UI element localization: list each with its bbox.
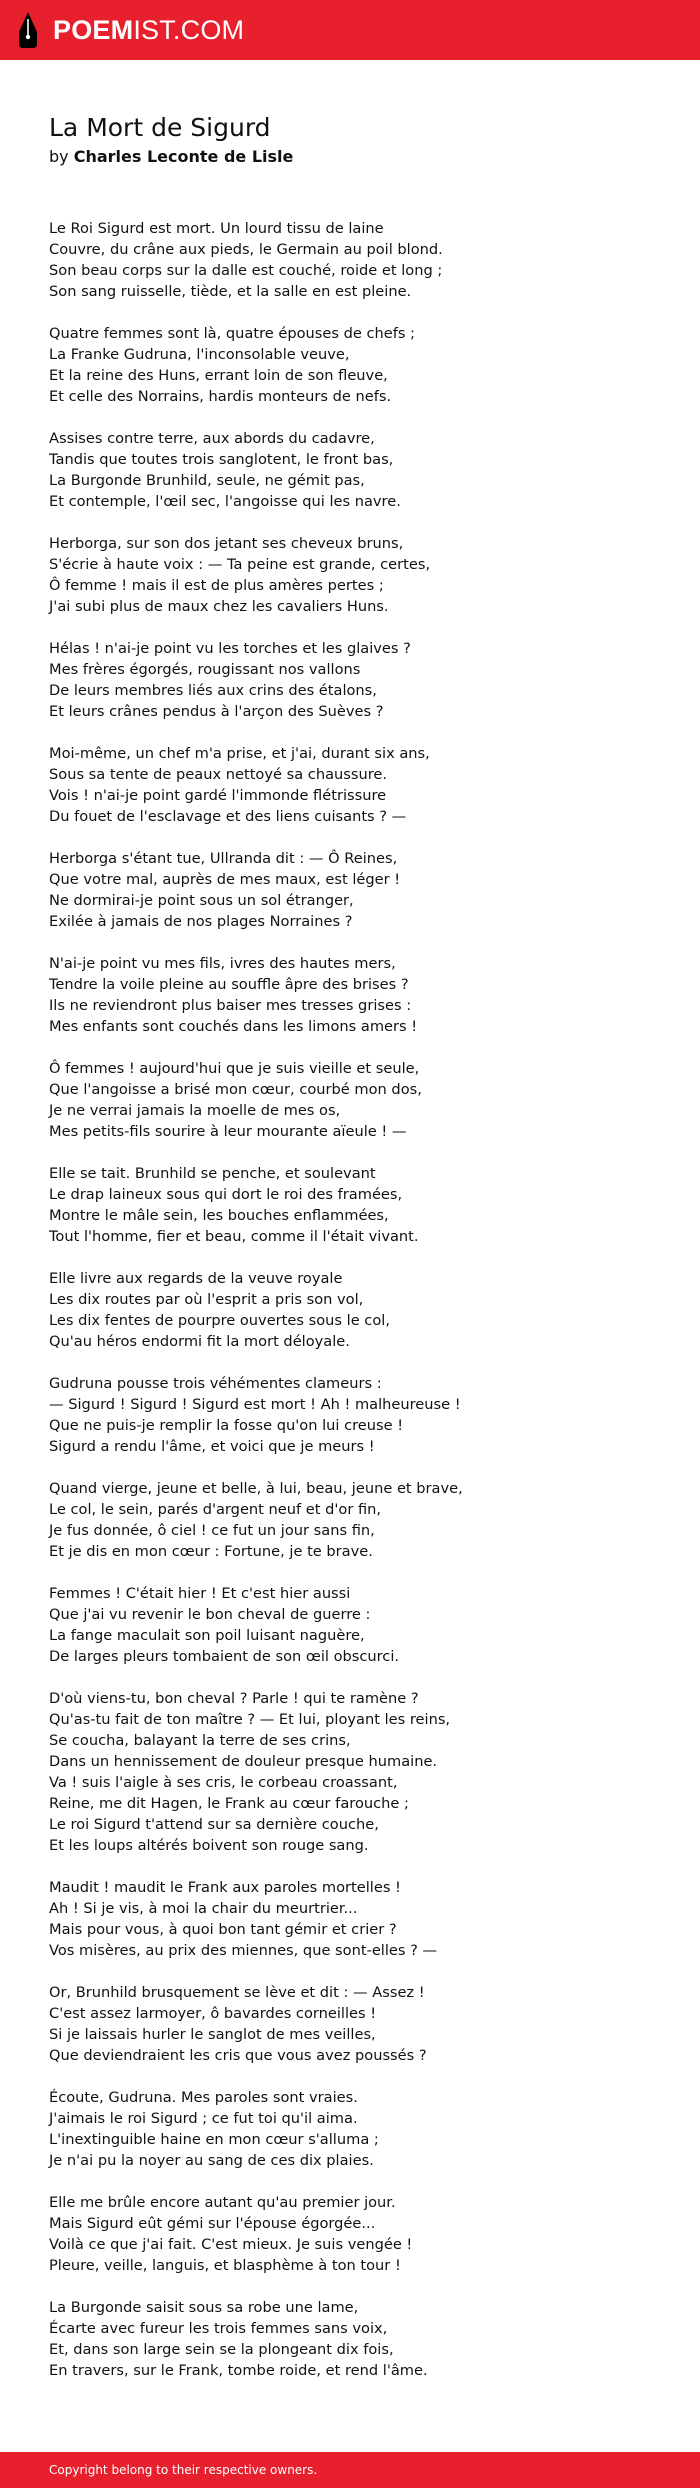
poem-line: Mes enfants sont couchés dans les limons amers ! (49, 1018, 418, 1035)
poem-line: Herborga, sur son dos jetant ses cheveux bruns, (49, 535, 404, 552)
poem-line: La Franke Gudruna, l'inconsolable veuve, (49, 346, 350, 363)
poem-line: Les dix routes par où l'esprit a pris son vol, (49, 1291, 364, 1308)
poem-byline (49, 146, 669, 168)
poem-line: Et leurs crânes pendus à l'arçon des Suèves ? (49, 703, 384, 720)
poem-line: Or, Brunhild brusquement se lève et dit : — Assez ! (49, 1984, 425, 2001)
stanza (49, 323, 669, 407)
poem-line: Moi-même, un chef m'a prise, et j'ai, durant six ans, (49, 745, 430, 762)
poem-line: De larges pleurs tombaient de son œil obscurci. (49, 1648, 400, 1665)
poem-line: Se coucha, balayant la terre de ses crins, (49, 1732, 351, 1749)
poem-line: La Burgonde saisit sous sa robe une lame, (49, 2299, 359, 2316)
poem-line: Gudruna pousse trois véhémentes clameurs : (49, 1375, 382, 1392)
poem-line: — Sigurd ! Sigurd ! Sigurd est mort ! Ah ! malheureuse ! (49, 1396, 461, 1413)
poem-line: Mais Sigurd eût gémi sur l'épouse égorgée... (49, 2215, 376, 2232)
poem-line: Mais pour vous, à quoi bon tant gémir et crier ? (49, 1921, 397, 1938)
byline-prefix: by (49, 147, 69, 166)
poem-line: Quand vierge, jeune et belle, à lui, beau, jeune et brave, (49, 1480, 463, 1497)
poem-line: Du fouet de l'esclavage et des liens cuisants ? — (49, 808, 407, 825)
poem-line: En travers, sur le Frank, tombe roide, et rend l'âme. (49, 2362, 428, 2379)
poem-line: Hélas ! n'ai-je point vu les torches et les glaives ? (49, 640, 411, 657)
poem-line: Que votre mal, auprès de mes maux, est léger ! (49, 871, 401, 888)
stanza (49, 1982, 669, 2066)
poem-line: Je ne verrai jamais la moelle de mes os, (49, 1102, 341, 1119)
poem-line: S'écrie à haute voix : — Ta peine est grande, certes, (49, 556, 431, 573)
poem-line: Va ! suis l'aigle à ses cris, le corbeau croassant, (49, 1774, 398, 1791)
stanza (49, 953, 669, 1037)
poem-line: Pleure, veille, languis, et blasphème à ton tour ! (49, 2257, 401, 2274)
logo-text-light: IST.COM (133, 15, 245, 45)
poem-line: Montre le mâle sein, les bouches enflammées, (49, 1207, 389, 1224)
stanza (49, 1688, 669, 1856)
poem-line: Je n'ai pu la noyer au sang de ces dix plaies. (49, 2152, 374, 2169)
poem-line: Exilée à jamais de nos plages Norraines ? (49, 913, 353, 930)
poem-title: La Mort de Sigurd (49, 113, 271, 142)
poem-body (49, 218, 669, 2381)
poem-line: Sigurd a rendu l'âme, et voici que je meurs ! (49, 1438, 375, 1455)
poem-line: Ah ! Si je vis, à moi la chair du meurtrier... (49, 1900, 358, 1917)
poem-line: Et la reine des Huns, errant loin de son fleuve, (49, 367, 388, 384)
stanza (49, 1268, 669, 1352)
poem-line: Qu'au héros endormi fit la mort déloyale. (49, 1333, 350, 1350)
poem-line: Le roi Sigurd t'attend sur sa dernière couche, (49, 1816, 379, 1833)
poem-line: Tandis que toutes trois sanglotent, le front bas, (49, 451, 394, 468)
poem-line: Vos misères, au prix des miennes, que sont-elles ? — (49, 1942, 438, 1959)
poem-line: Mes petits-fils sourire à leur mourante aïeule ! — (49, 1123, 407, 1140)
stanza (49, 638, 669, 722)
pen-nib-icon (17, 10, 39, 50)
stanza (49, 2087, 669, 2171)
site-header (0, 0, 700, 60)
poem-line: Elle livre aux regards de la veuve royale (49, 1270, 343, 1287)
stanza (49, 1058, 669, 1142)
poem-line: Ô femmes ! aujourd'hui que je suis vieille et seule, (49, 1060, 420, 1077)
poem-line: Que deviendraient les cris que vous avez poussés ? (49, 2047, 427, 2064)
poem-line: Couvre, du crâne aux pieds, le Germain au poil blond. (49, 241, 443, 258)
poem-line: C'est assez larmoyer, ô bavardes corneilles ! (49, 2005, 377, 2022)
poem-line: Vois ! n'ai-je point gardé l'immonde flétrissure (49, 787, 387, 804)
poem-line: D'où viens-tu, bon cheval ? Parle ! qui te ramène ? (49, 1690, 419, 1707)
poem-line: Écarte avec fureur les trois femmes sans voix, (49, 2320, 388, 2337)
poem-line: Le Roi Sigurd est mort. Un lourd tissu de laine (49, 220, 384, 237)
poem-line: Écoute, Gudruna. Mes paroles sont vraies. (49, 2089, 358, 2106)
author-link[interactable]: Charles Leconte de Lisle (73, 147, 294, 166)
poem-line: Femmes ! C'était hier ! Et c'est hier aussi (49, 1585, 351, 1602)
stanza (49, 1373, 669, 1457)
site-logo-text (53, 10, 244, 50)
copyright-text: Copyright belong to their respective owners. (49, 2463, 318, 2477)
poem-line: Son beau corps sur la dalle est couché, roide et long ; (49, 262, 443, 279)
poem-line: Le drap laineux sous qui dort le roi des framées, (49, 1186, 403, 1203)
stanza (49, 848, 669, 932)
poem-line: Et, dans son large sein se la plongeant dix fois, (49, 2341, 394, 2358)
poem-line: Que l'angoisse a brisé mon cœur, courbé mon dos, (49, 1081, 422, 1098)
stanza (49, 428, 669, 512)
stanza (49, 743, 669, 827)
poem-line: N'ai-je point vu mes fils, ivres des hautes mers, (49, 955, 396, 972)
poem-line: L'inextinguible haine en mon cœur s'alluma ; (49, 2131, 379, 2148)
poem-line: Tout l'homme, fier et beau, comme il l'était vivant. (49, 1228, 419, 1245)
poem-line: Son sang ruisselle, tiède, et la salle en est pleine. (49, 283, 412, 300)
stanza (49, 1163, 669, 1247)
stanza (49, 1478, 669, 1562)
stanza (49, 218, 669, 302)
stanza (49, 1583, 669, 1667)
poem-line: Ils ne reviendront plus baiser mes tresses grises : (49, 997, 412, 1014)
poem-line: Elle me brûle encore autant qu'au premier jour. (49, 2194, 396, 2211)
poem-content (49, 112, 669, 2402)
poem-line: Elle se tait. Brunhild se penche, et soulevant (49, 1165, 376, 1182)
stanza (49, 2297, 669, 2381)
poem-line: Le col, le sein, parés d'argent neuf et d'or fin, (49, 1501, 382, 1518)
poem-line: Tendre la voile pleine au souffle âpre des brises ? (49, 976, 409, 993)
poem-line: Que j'ai vu revenir le bon cheval de guerre : (49, 1606, 371, 1623)
poem-line: Assises contre terre, aux abords du cadavre, (49, 430, 375, 447)
poem-line: Et contemple, l'œil sec, l'angoisse qui les navre. (49, 493, 401, 510)
poem-line: Ne dormirai-je point sous un sol étranger, (49, 892, 354, 909)
poem-line: La Burgonde Brunhild, seule, ne gémit pas, (49, 472, 365, 489)
poem-line: De leurs membres liés aux crins des étalons, (49, 682, 377, 699)
logo-text-bold: POEM (53, 15, 134, 45)
poem-line: La fange maculait son poil luisant naguère, (49, 1627, 365, 1644)
poem-line: Et celle des Norrains, hardis monteurs de nefs. (49, 388, 392, 405)
poem-line: Et les loups altérés boivent son rouge sang. (49, 1837, 369, 1854)
site-footer (0, 2452, 700, 2488)
poem-line: Quatre femmes sont là, quatre épouses de chefs ; (49, 325, 416, 342)
poem-line: Dans un hennissement de douleur presque humaine. (49, 1753, 438, 1770)
poem-line: Qu'as-tu fait de ton maître ? — Et lui, ployant les reins, (49, 1711, 451, 1728)
poem-line: Si je laissais hurler le sanglot de mes veilles, (49, 2026, 376, 2043)
poem-line: Que ne puis-je remplir la fosse qu'on lui creuse ! (49, 1417, 404, 1434)
poem-line: J'aimais le roi Sigurd ; ce fut toi qu'il aima. (49, 2110, 358, 2127)
poem-line: Les dix fentes de pourpre ouvertes sous le col, (49, 1312, 390, 1329)
poem-line: Et je dis en mon cœur : Fortune, je te brave. (49, 1543, 373, 1560)
poem-line: Reine, me dit Hagen, le Frank au cœur farouche ; (49, 1795, 409, 1812)
poem-line: J'ai subi plus de maux chez les cavaliers Huns. (49, 598, 389, 615)
poem-line: Mes frères égorgés, rougissant nos vallons (49, 661, 361, 678)
poem-line: Ô femme ! mais il est de plus amères pertes ; (49, 577, 384, 594)
stanza (49, 1877, 669, 1961)
stanza (49, 2192, 669, 2276)
poem-line: Sous sa tente de peaux nettoyé sa chaussure. (49, 766, 388, 783)
poem-line: Je fus donnée, ô ciel ! ce fut un jour sans fin, (49, 1522, 375, 1539)
poem-line: Herborga s'étant tue, Ullranda dit : — Ô Reines, (49, 850, 398, 867)
poem-line: Voilà ce que j'ai fait. C'est mieux. Je suis vengée ! (49, 2236, 413, 2253)
poem-line: Maudit ! maudit le Frank aux paroles mortelles ! (49, 1879, 401, 1896)
stanza (49, 533, 669, 617)
site-logo-link[interactable] (17, 10, 244, 50)
